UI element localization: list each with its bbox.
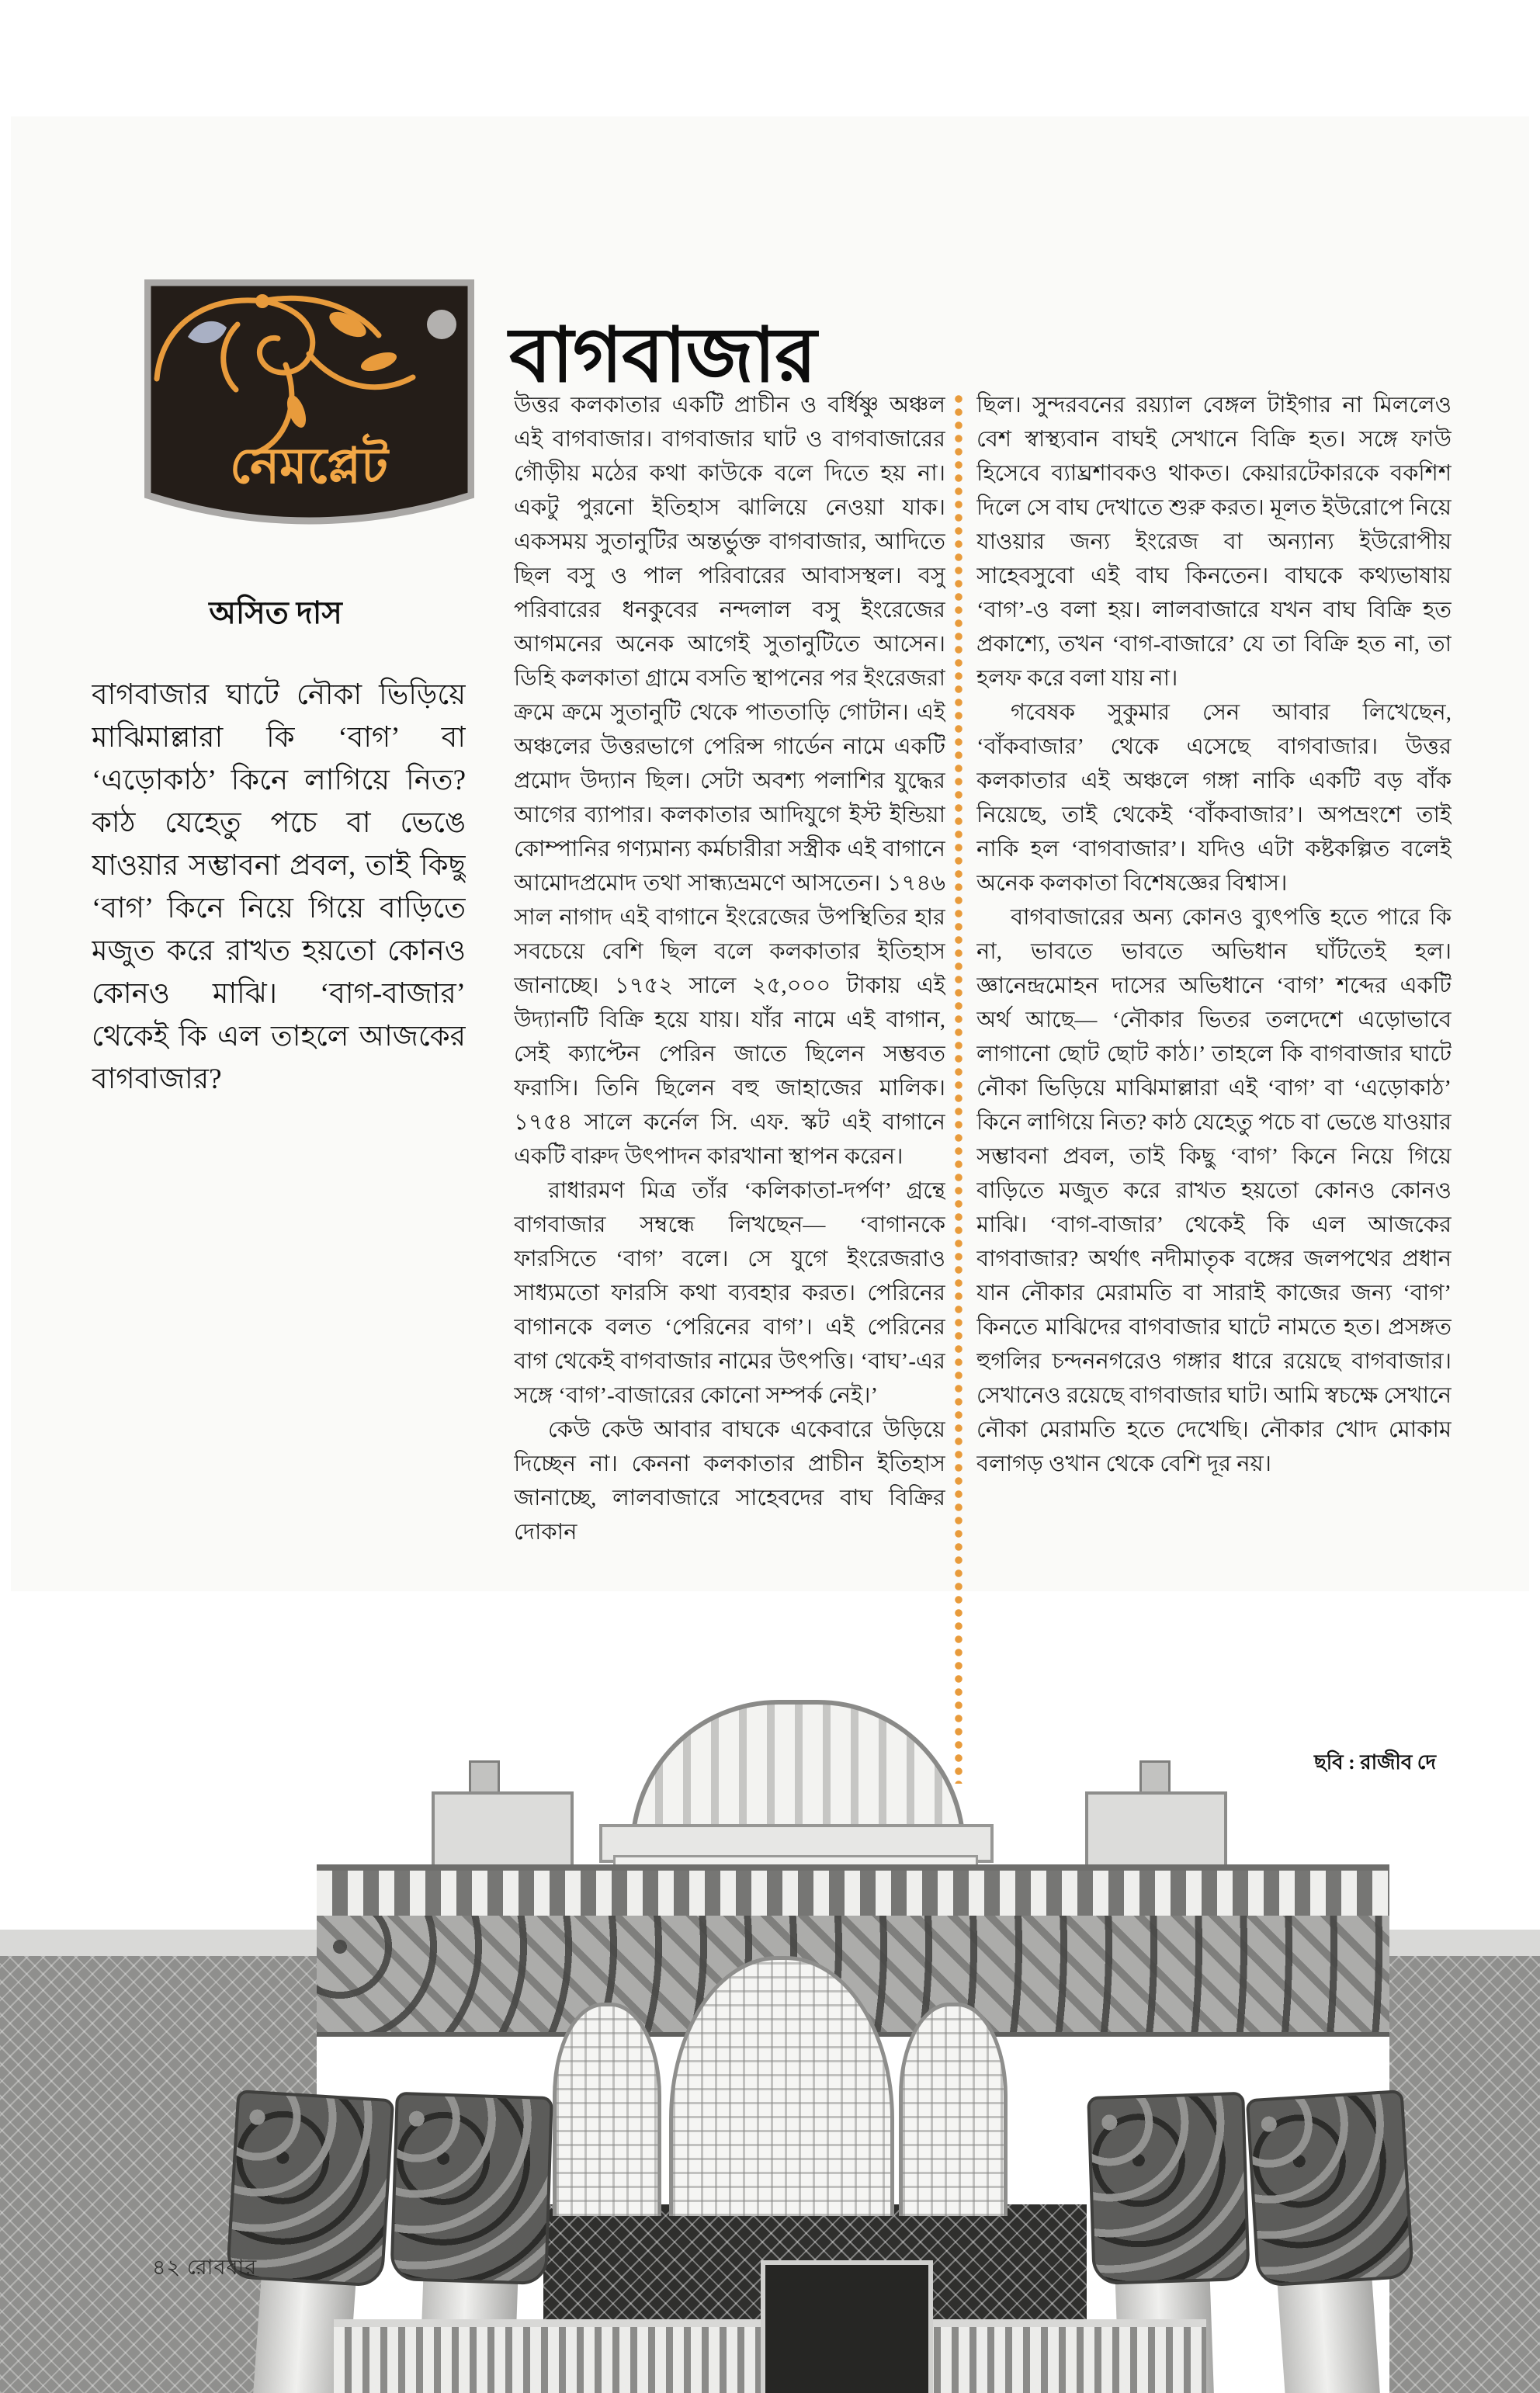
dark-doorway bbox=[761, 2260, 933, 2393]
column-capital bbox=[1087, 2092, 1250, 2285]
cornice-bead-molding bbox=[317, 1864, 1389, 1922]
article-title: বাগবাজার bbox=[509, 314, 817, 398]
badge-label: নেমপ্লেট bbox=[230, 439, 388, 494]
nameplate-badge-graphic bbox=[144, 279, 474, 550]
building-wing-right bbox=[1389, 1930, 1540, 2393]
article-paragraph: কেউ কেউ আবার বাঘকে একেবারে উড়িয়ে দিচ্ছেন না। কেননা কলকাতার প্রাচীন ইতিহাস জানাচ্ছে, লালবাজারে সাহেবদের বাঘ বিক্রির দোকান bbox=[514, 1417, 945, 1545]
tracery-arch-right bbox=[899, 2003, 1008, 2216]
article-paragraph: রাধারমণ মিত্র তাঁর ‘কলিকাতা-দর্পণ’ গ্রন্থে বাগবাজার সম্বন্ধে লিখছেন— ‘বাগানকে ফারসিতে ‘বাগ’ বলে। সে যুগে ইংরেজরাও সাধ্যমতো ফারসি কথা ব্যবহার করত। পেরিনের বাগানকে বলত ‘পেরিনের বাগ’। এই পেরিনের বাগ থেকেই বাগবাজার নামের উৎপত্তি। ‘বাঘ’-এর সঙ্গে ‘বাগ’-বাজারের কোনো সম্পর্ক নেই।’ bbox=[514, 1178, 945, 1408]
nameplate-badge bbox=[144, 279, 474, 550]
lead-paragraph: বাগবাজার ঘাটে নৌকা ভিড়িয়ে মাঝিমাল্লারা কি ‘বাগ’ বা ‘এড়োকাঠ’ কিনে লাগিয়ে নিত? কাঠ যেহেতু পচে বা ভেঙে যাওয়ার সম্ভাবনা প্রবল, তাই কিছু ‘বাগ’ কিনে নিয়ে গিয়ে বাড়িতে মজুত করে রাখত হয়তো কোনও কোনও মাঝি। ‘বাগ-বাজার’ থেকেই কি এল তাহলে আজকের বাগবাজার? bbox=[92, 679, 466, 1095]
article-paragraph: বাগবাজারের অন্য কোনও ব্যুৎপত্তি হতে পারে কি না, ভাবতে ভাবতে অভিধান ঘাঁটতেই হল। জ্ঞানেন্দ্রমোহন দাসের অভিধানে ‘বাগ’ শব্দের একটি অর্থ আছে— ‘নৌকার ভিতর তলদেশে এড়োভাবে লাগানো ছোট ছোট কাঠ।’ তাহলে কি বাগবাজার ঘাটে নৌকা ভিড়িয়ে মাঝিমাল্লারা এই ‘বাগ’ বা ‘এড়োকাঠ’ কিনে লাগিয়ে নিত? কাঠ যেহেতু পচে বা ভেঙে যাওয়ার সম্ভাবনা প্রবল, তাই কিছু ‘বাগ’ কিনে নিয়ে গিয়ে বাড়িতে মজুত করে রাখত হয়তো কোনও কোনও মাঝি। ‘বাগ-বাজার’ থেকেই কি এল আজকের বাগবাজার? অর্থাৎ নদীমাতৃক বঙ্গের জলপথের প্রধান যান নৌকার মেরামতি বা সারাই কাজের জন্য ‘বাগ’ কিনতে মাঝিদের বাগবাজার ঘাটে নামতে হত। প্রসঙ্গত হুগলির চন্দননগরেও গঙ্গার ধারে রয়েছে বাগবাজার। সেখানেও রয়েছে বাগবাজার ঘাট। আমি স্বচক্ষে সেখানে নৌকা মেরামতি হতে দেখেছি। নৌকার খোদ মোকাম বলাগড় ওখান থেকে বেশি দূর নয়। bbox=[976, 905, 1452, 1476]
column-capital bbox=[1246, 2090, 1414, 2287]
pin-hole-dot bbox=[427, 310, 456, 339]
article-column-1 bbox=[514, 388, 945, 1756]
article-paragraph: গবেষক সুকুমার সেন আবার লিখেছেন, ‘বাঁকবাজার’ থেকে এসেছে বাগবাজার। উত্তর কলকাতার এই অঞ্চলে গঙ্গা নাকি একটি বড় বাঁক নিয়েছে, তাই থেকেই ‘বাঁকবাজার’। অপভ্রংশে তাই নাকি হল ‘বাগবাজার’। যদিও এটা কষ্টকল্পিত বলেই অনেক কলকাতা বিশেষজ্ঞের বিশ্বাস। bbox=[976, 700, 1452, 896]
column-divider-dotted bbox=[954, 394, 963, 1784]
article-column-2 bbox=[976, 388, 1452, 1756]
photo-credit: ছবি : রাজীব দে bbox=[1313, 1751, 1436, 1774]
tracery-arch-left bbox=[553, 2003, 661, 2216]
article-paragraph: ছিল। সুন্দরবনের রয়্যাল বেঙ্গল টাইগার না মিললেও বেশ স্বাস্থ্যবান বাঘই সেখানে বিক্রি হত। সঙ্গে ফাউ হিসেবে ব্যাঘ্রশাবকও থাকত। কেয়ারটেকারকে বকশিশ দিলে সে বাঘ দেখাতে শুরু করত। মূলত ইউরোপে নিয়ে যাওয়ার জন্য ইংরেজ বা অন্যান্য ইউরোপীয় সাহেবসুবো এই বাঘ কিনতেন। বাঘকে কথ্যভাষায় ‘বাগ’-ও বলা হয়। লালবাজারে যখন বাঘ বিক্রি হত প্রকাশ্যে, তখন ‘বাগ-বাজারে’ যে তা বিক্রি হত না, তা হলফ করে বলা যায় না। bbox=[976, 393, 1452, 691]
author-byline: অসিত দাস bbox=[209, 595, 342, 630]
column-capital bbox=[390, 2092, 553, 2285]
article-paragraph: উত্তর কলকাতার একটি প্রাচীন ও বর্ধিষ্ণু অঞ্চল এই বাগবাজার। বাগবাজার ঘাট ও বাগবাজারের গৌড়ীয় মঠের কথা কাউকে বলে দিতে হয় না। একটু পুরনো ইতিহাস ঝালিয়ে নেওয়া যাক। একসময় সুতানুটির অন্তর্ভুক্ত বাগবাজার, আদিতে ছিল বসু ও পাল পরিবারের আবাসস্থল। বসু পরিবারের ধনকুবের নন্দলাল বসু ইংরেজের আগমনের অনেক আগেই সুতানুটিতে আসেন। ডিহি কলকাতা গ্রামে বসতি স্থাপনের পর ইংরেজরা ক্রমে ক্রমে সুতানুটি থেকে পাততাড়ি গোটান। এই অঞ্চলের উত্তরভাগে পেরিন্স গার্ডেন নামে একটি প্রমোদ উদ্যান ছিল। সেটা অবশ্য পলাশির যুদ্ধের আগের ব্যাপার। কলকাতার আদিযুগে ইস্ট ইন্ডিয়া কোম্পানির গণ্যমান্য কর্মচারীরা সস্ত্রীক এই বাগানে আমোদপ্রমোদ তথা সান্ধ্যভ্রমণে আসতেন। ১৭৪৬ সাল নাগাদ এই বাগানে ইংরেজের উপস্থিতির হার সবচেয়ে বেশি ছিল বলে কলকাতার ইতিহাস জানাচ্ছে। ১৭৫২ সালে ২৫,০০০ টাকায় এই উদ্যানটি বিক্রি হয়ে যায়। যাঁর নামে এই বাগান, সেই ক্যাপ্টেন পেরিন জাতে ছিলেন সম্ভবত ফরাসি। তিনি ছিলেন বহু জাহাজের মালিক। ১৭৫৪ সালে কর্নেল সি. এফ. স্কট এই বাগানে একটি বারুদ উৎপাদন কারখানা স্থাপন করেন। bbox=[514, 393, 945, 1169]
page-number: ৪২ রোববার bbox=[152, 2256, 258, 2279]
